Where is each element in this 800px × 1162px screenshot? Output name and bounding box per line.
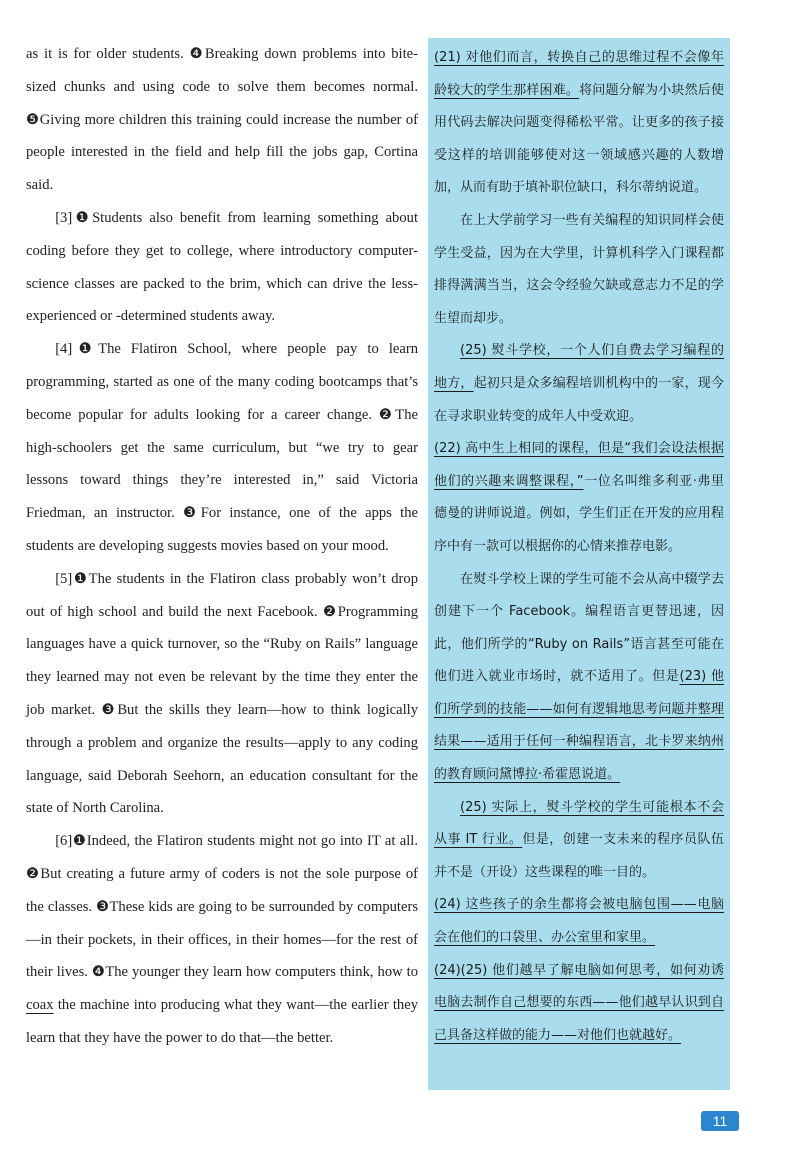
answer-note-24: (24) 这些孩子的余生都将会被电脑包围——电脑会在他们的口袋里、办公室里和家里。 [434, 897, 724, 946]
paragraph-5: [5]❶The students in the Flatiron class probably won’t drop out of high school and build the next Facebook. ❷Programming languages have a quick turnover, so the “Ruby on Rails” language they learned may not even be relevant by the time they enter the job market. ❸But the skills they learn—how to think logically through a problem and organize the results—apply to any coding language, said Deborah Seehorn, an education consultant for the state of North Carolina. [26, 570, 418, 817]
translation-paragraph-6 [434, 792, 724, 890]
translation-paragraph-3 [434, 335, 724, 433]
translation-text: 将问题分解为小块然后使用代码去解决问题变得稀松平常。让更多的孩子接受这样的培训能够使对这一领域感兴趣的人数增加，从而有助于填补职位缺口，科尔蒂纳说道。 [434, 82, 724, 196]
paragraph-4: [4]❶The Flatiron School, where people pay to learn programming, started as one of the many coding bootcamps that’s become popular for adults looking for a career change. ❷The high-schoolers get the same curriculum, but “we try to gear lessons toward things they’re interested in,” said Victoria Friedman, an instructor. ❸For instance, one of the apps the students are developing suggests movies based on your mood. [26, 341, 418, 554]
translation-paragraph-8 [434, 955, 724, 1053]
translation-text: 在熨斗学校上课的学生可能不会从高中辍学去创建下一个 Facebook。编程语言更替迅速，因此，他们所学的“Ruby on Rails”语言甚至可能在他们进入就业市场时，就不适用了。但是 [434, 571, 724, 685]
translation-text: 但是，创建一支未来的程序员队伍并不是（开设）这些课程的唯一目的。 [434, 832, 724, 880]
vocab-word-coax: coax [26, 997, 54, 1014]
paragraph-6 [26, 825, 418, 1055]
paragraph-6-part-b: the machine into producing what they want—the earlier they learn that they have the power to do that—the better. [26, 997, 418, 1046]
translation-paragraph-4 [434, 433, 724, 563]
chinese-translation-panel [428, 38, 730, 1090]
translation-paragraph-1 [434, 42, 724, 205]
answer-note-25a: (25) 熨斗学校，一个人们自费去学习编程的地方， [434, 343, 724, 391]
answer-note-24-25: (24)(25) 他们越早了解电脑如何思考，如何劝诱电脑去制作自己想要的东西——他们越早认识到自己具备这样做的能力——对他们也就越好。 [434, 962, 724, 1043]
paragraph-6-part-a: [6]❶Indeed, the Flatiron students might not go into IT at all. ❷But creating a future army of coders is not the sole purpose of the classes. ❸These kids are going to be surrounded by computers—in their pockets, in their offices, in their homes—for the rest of their lives. ❹The younger they learn how computers think, how to [26, 833, 418, 981]
answer-note-22: (22) 高中生上相同的课程，但是“我们会设法根据他们的兴趣来调整课程，” [434, 441, 724, 489]
translation-text: 一位名叫维多利亚·弗里德曼的讲师说道。例如，学生们正在开发的应用程序中有一款可以根据你的心情来推荐电影。 [434, 473, 724, 554]
paragraph-3: [3]❶Students also benefit from learning something about coding before they get to college, where introductory computer-science classes are packed to the brim, which can drive the less-experienced or -determined students away. [26, 209, 418, 325]
answer-note-23: (23) 他们所学到的技能——如何有逻辑地思考问题并整理结果——适用于任何一种编程语言，北卡罗来纳州的教育顾问黛博拉·希霍恩说道。 [434, 669, 724, 783]
answer-note-21: (21) 对他们而言，转换自己的思维过程不会像年龄较大的学生那样困难。 [434, 50, 724, 98]
english-text-column [26, 38, 418, 1055]
translation-text: 起初只是众多编程培训机构中的一家，现今在寻求职业转变的成年人中受欢迎。 [434, 375, 724, 424]
translation-paragraph-7 [434, 889, 724, 954]
translation-paragraph-5 [434, 564, 724, 792]
translation-paragraph-2: 在上大学前学习一些有关编程的知识同样会使学生受益，因为在大学里，计算机科学入门课程都排得满满当当，这会令经验欠缺或意志力不足的学生望而却步。 [434, 212, 724, 326]
paragraph-continuation: as it is for older students. ❹Breaking down problems into bite-sized chunks and using code to solve them becomes normal. ❺Giving more children this training could increase the number of people interested in the field and help fill the jobs gap, Cortina said. [26, 46, 418, 194]
answer-note-25b: (25) 实际上，熨斗学校的学生可能根本不会从事 IT 行业。 [434, 799, 724, 848]
page-number: 11 [701, 1111, 739, 1131]
